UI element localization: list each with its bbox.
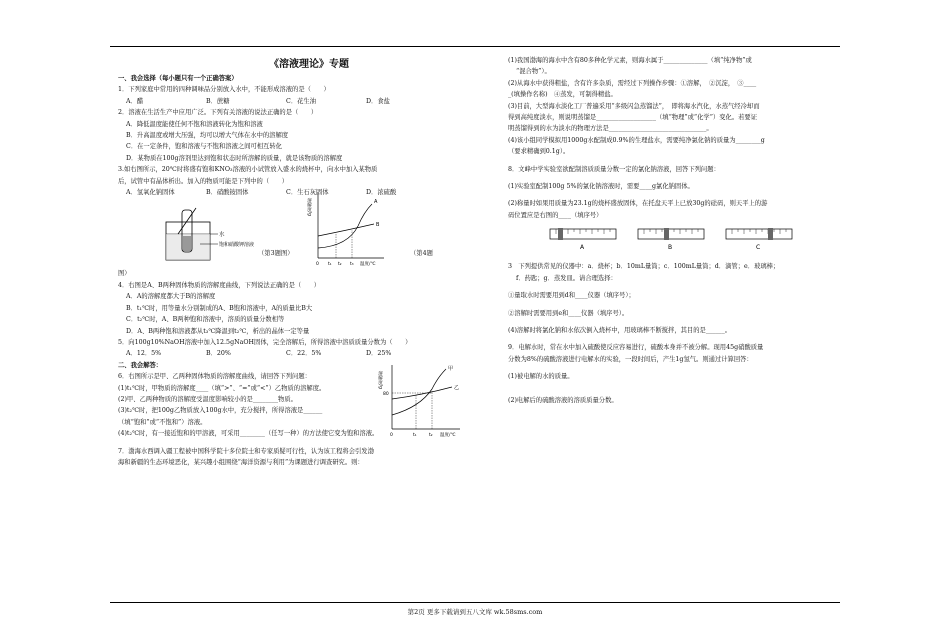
q6-line-4: (3)t₂℃时，把100g乙物质放入100g水中，充分搅拌，所得溶液是______: [118, 407, 323, 415]
q2-option-c: C．在一定条件，饱和溶液与不饱和溶液之间可相互转化: [126, 143, 282, 151]
q8-line-2: (1)实验室配制100g 5%的氯化钠溶液时，需要____g氯化钠固体。: [508, 183, 694, 191]
q1-stem: 1．下列家庭中常用的四种调味品分别放入水中，不能形成溶液的是（ ）: [118, 86, 330, 94]
q4-tick-t3: t₃: [350, 262, 354, 268]
q4-tick-t1: t₁: [328, 262, 332, 268]
ruler-options: [508, 221, 838, 255]
q4-curve-b: B: [376, 222, 380, 229]
q4-caption-tail: 图）: [118, 270, 131, 278]
q7-part-6: 得到高纯度淡水，则说明蒸馏是___________________（填“物理”或“化学”）变化。若要证: [508, 114, 758, 122]
q6-tick-t1: t₁: [413, 433, 417, 439]
q8b-line-5: (4)溶解时将氯化钠和水依次倒入烧杯中，用玻璃棒不断搅拌，其目的是______。: [508, 326, 732, 334]
ruler-c: [724, 227, 794, 253]
q1-options: [118, 96, 500, 107]
q4-caption: （第4题: [410, 250, 433, 258]
q4-y-label: 溶解度/g: [306, 198, 312, 217]
page-footer: 第2页 更多下载请到五八文库 wk.58sms.com: [407, 608, 543, 616]
q1-option-b: B．蔗糖: [206, 97, 230, 105]
q7-line-2: 海和新疆的生态环境恶化，某兴趣小组围绕“海洋资源与利用”为课题进行调查研究。则：: [118, 458, 364, 466]
q4-option-b: B．t₁℃时，用等量水分别制成的A、B饱和溶液中，A的质量比B大: [126, 304, 313, 312]
q5-option-d: D．25%: [366, 350, 392, 358]
q3-stem-line1: 3.如右图所示，20℃时将盛有饱和KNO₃溶液的小试管放入盛水的烧杯中，向水中加入某物质: [118, 166, 378, 174]
q9-line-4: (2)电解后的硫酸溶液的溶质质量分数。: [508, 396, 618, 404]
q7-part-9: （要求精确到0.1g）。: [508, 148, 570, 156]
q5-options: [118, 348, 500, 359]
q5-option-c: C．22．5%: [286, 350, 322, 358]
q3-stem-line2: 后，试管中有晶体析出。加入的物质可能是下列中的（ ）: [118, 177, 289, 185]
q6-x-label: 温度/℃: [440, 433, 456, 439]
q6-line-1: 6．右图所示是甲、乙两种固体物质的溶解度曲线，请回答下列问题：: [118, 373, 311, 381]
q6-y-tick-80: 80: [383, 392, 389, 398]
q3-option-c: C．生石灰固体: [286, 189, 329, 197]
q1-option-c: C．花生油: [286, 97, 317, 105]
top-border: [110, 46, 840, 47]
q7-part-3: (2)从海水中获得粗盐，含有许多杂质，需经过下列操作步骤：①溶解， ②沉淀， ③____: [508, 79, 757, 87]
q4-x-label: 温度/℃: [360, 262, 376, 268]
beaker-figure: [160, 204, 270, 264]
q3-caption: （第3题图）: [258, 250, 294, 258]
q4-option-a: A．A的溶解度都大于B的溶解度: [126, 293, 216, 301]
q4-option-d: D．A、B两种饱和溶液都从t₃℃降温到t₂℃，析出的晶体一定等量: [126, 327, 310, 335]
q6-y-label: 溶解度/g: [377, 371, 383, 389]
q6-line-6: (4)t₂℃时，有一接近饱和的甲溶液，可采用________（任写一种）的方法使它变为饱和溶液。: [118, 430, 379, 438]
q6-line-3: (2)甲、乙两种物质的溶解度受温度影响较小的是________物质。: [118, 395, 297, 403]
page-title: 《溶液理论》专题: [269, 59, 349, 70]
q8b-line-1: 3 下列提供常见的仪器中：a．烧杯；b．10mL量筒；c．100mL量筒；d．滴管；e．玻璃棒；: [508, 263, 780, 271]
q9-line-3: (1)被电解的水的质量。: [508, 373, 574, 381]
q8-line-4: 码位置应是右图的____（填序号）: [508, 211, 603, 219]
q6-line-5: （填“饱和”或“不饱和”）溶液。: [118, 418, 207, 426]
ruler-a-label: A: [580, 244, 585, 252]
q7-part-8: (4)该小组同学模拟用1000g水配制成0.9%的生理盐水，需要纯净氯化钠的质量为________g: [508, 136, 765, 144]
q3-option-d: D．浓硫酸: [366, 189, 397, 197]
figures-row-q3-q4: [118, 198, 500, 268]
ruler-b: [636, 227, 706, 253]
ruler-b-label: B: [668, 244, 673, 252]
ruler-c-label: C: [756, 244, 761, 252]
q7-part-4: _(填操作名称) ④蒸发，可制得精盐。: [508, 91, 617, 99]
q3-option-a: A．氢氧化钠固体: [126, 189, 175, 197]
section2-heading: 二、我会解答：: [118, 361, 163, 369]
q6-tick-t2: t₂: [429, 433, 433, 439]
solubility-chart-q6: [377, 363, 462, 439]
q8b-line-2: f．药匙；g．蒸发皿。请合理选择：: [516, 274, 617, 282]
q5-option-a: A．12．5%: [126, 350, 162, 358]
q8b-line-3: ①量取水时需要用到d和____仪器（填序号）；: [508, 292, 635, 300]
q6-curve-yi: 乙: [454, 385, 460, 392]
q7-part-1: (1)我国渤海的海水中含有80多种化学元素，则海水属于______________（填“纯净物”或: [508, 57, 752, 64]
q8-line-1: 8．文峰中学实验室欲配制溶质质量分数一定的氯化钠溶液，回答下列问题：: [508, 165, 720, 173]
q1-option-a: A．醋: [126, 97, 144, 105]
q9-line-1: 9．电解水时，常在水中加入硫酸使反应容易进行，硫酸本身并不被分解。现用45g硝酸质量: [508, 344, 764, 352]
q4-stem: 4．右图是A、B两种固体物质的溶解度曲线，下列说法正确的是（ ）: [118, 281, 321, 289]
right-column: [508, 55, 838, 406]
q6-tick-0: 0: [390, 433, 393, 439]
q4-tick-t2: t₂: [338, 262, 342, 268]
q5-stem: 5．向100g10%NaOH溶液中加入12.5gNaOH固体，完全溶解后，所得溶液中溶质质量分数为（ ）: [118, 338, 412, 346]
q2-option-b: B．升高温度或增大压强，均可以增大气体在水中的溶解度: [126, 132, 289, 140]
q7-part-7: 明蒸馏得到的水为淡水的物理方法是_______________________________。: [508, 125, 713, 133]
q7-line-1: 7．渤海水西调入疆工程被中国科学院十多位院士和专家质疑可行性，认为该工程将会引发渤: [118, 447, 374, 455]
q8b-line-4: ②溶解时需要用到e和____仪器（填序号）。: [508, 309, 629, 317]
q2-option-a: A．降低温度能使任何不饱和溶液转化为饱和溶液: [126, 120, 263, 128]
q2-option-d: D．某物质在100g溶剂里达到饱和状态时所溶解的质量，就是该物质的溶解度: [126, 154, 343, 162]
section1-heading: 一、我会选择（每小题只有一个正确答案）: [118, 75, 238, 82]
solubility-chart-q4: [308, 188, 388, 268]
q4-option-c: C．t₂℃时，A、B两种饱和溶液中，溶质的质量分数相等: [126, 316, 285, 324]
ruler-a: [548, 227, 618, 253]
q6-block: [118, 366, 500, 439]
q6-line-2: (1)t₁℃时，甲物质的溶解度____（填“>”、“=”或“<”）乙物质的溶解度。: [118, 384, 326, 392]
q7-part-5: (3)目前，大型海水淡化工厂普遍采用“多级闪急蒸馏法”， 即将海水汽化，水蒸气经冷却而: [508, 102, 760, 110]
q2-stem: 2．溶液在生活生产中应用广泛。下列有关溶液的说法正确的是（ ）: [118, 109, 318, 117]
solution-label: 饱和硝酸钾溶液: [219, 242, 255, 249]
left-column: [118, 58, 500, 468]
q8-line-3: (2)称量时如果用质量为23.1g的烧杯盛放固体，在托盘天平上已放30g的砝码，则天平上的游: [508, 200, 768, 208]
q7-part-2: “混合物”）。: [516, 68, 551, 76]
q4-tick-0: 0: [316, 262, 319, 268]
bottom-border: [110, 602, 840, 603]
q4-curve-a: A: [374, 199, 378, 206]
q3-option-b: B．硝酸铵固体: [206, 189, 249, 197]
q5-option-b: B．20%: [206, 350, 231, 358]
q9-line-2: 分数为8%的硫酸溶液进行电解水的实验，一段时间后，产生1g氢气。则通过计算回答：: [508, 355, 753, 363]
q1-option-d: D．食盐: [366, 97, 390, 105]
water-label: 水: [219, 232, 225, 239]
q6-curve-jia: 甲: [448, 366, 454, 373]
